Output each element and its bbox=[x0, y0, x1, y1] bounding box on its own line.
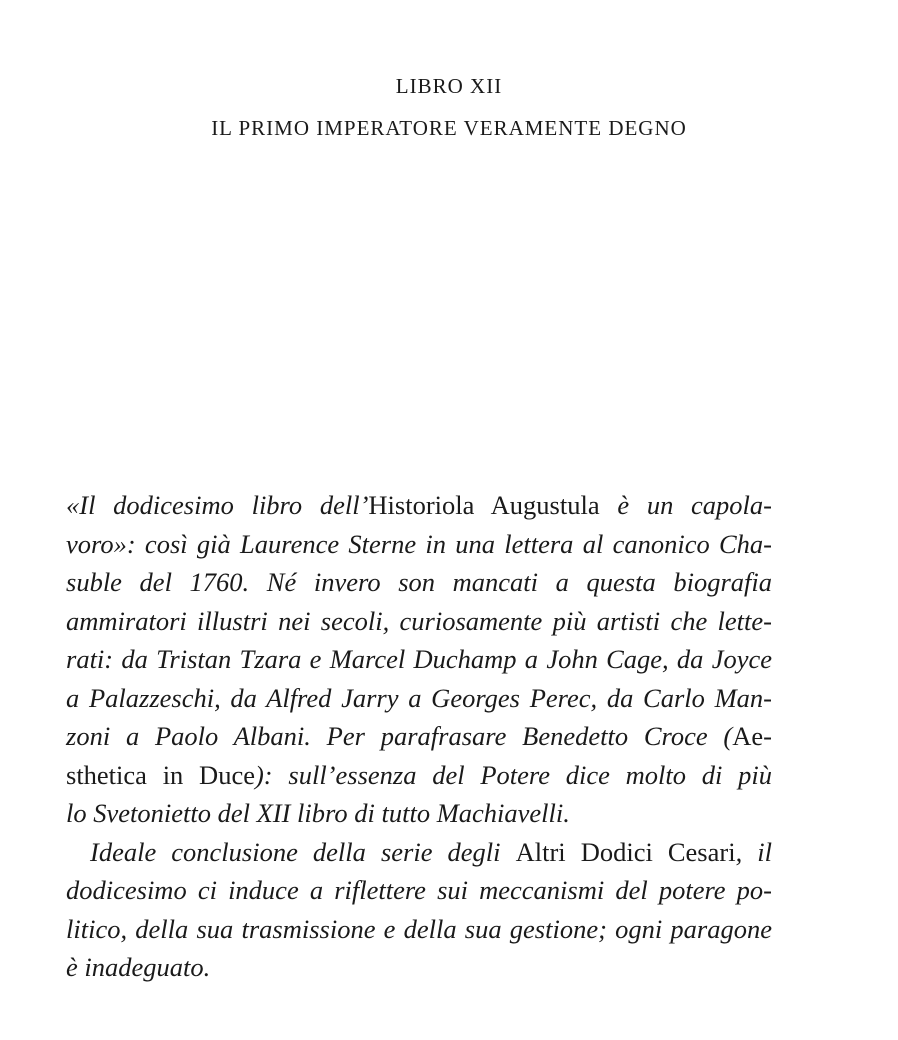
text-line bbox=[66, 640, 772, 679]
text-line bbox=[66, 679, 772, 718]
text-segment: dodicesimo ci induce a riflettere sui meccanismi del potere po- bbox=[66, 875, 772, 905]
text-segment: sthetica in Duce bbox=[66, 759, 255, 790]
text-segment: è inadeguato. bbox=[66, 952, 211, 982]
text-line bbox=[66, 756, 772, 795]
text-line bbox=[66, 525, 772, 564]
text-segment: Historiola Augustula bbox=[368, 490, 600, 520]
text-segment: rati: da Tristan Tzara e Marcel Duchamp a John Cage, da Joyce bbox=[66, 644, 772, 674]
text-line bbox=[66, 717, 772, 756]
text-segment: è un capola- bbox=[599, 490, 772, 520]
text-segment: Ideale conclusione della serie degli bbox=[90, 836, 516, 867]
text-line bbox=[66, 563, 772, 602]
text-segment: voro»: così già Laurence Sterne in una lettera al canonico Cha- bbox=[66, 528, 772, 559]
text-line bbox=[66, 486, 772, 525]
book-number-heading: LIBRO XII bbox=[395, 74, 503, 98]
body-text bbox=[66, 486, 772, 987]
text-line bbox=[66, 602, 772, 641]
text-line bbox=[66, 871, 772, 910]
text-segment: Ae- bbox=[732, 721, 772, 751]
text-segment: litico, della sua trasmissione e della sua gestione; ogni paragone bbox=[66, 913, 772, 944]
text-segment: a Palazzeschi, da Alfred Jarry a Georges Perec, da Carlo Man- bbox=[66, 682, 772, 713]
text-segment: suble del 1760. Né invero son mancati a questa biografia bbox=[66, 567, 772, 597]
text-segment: Altri Dodici Cesari bbox=[515, 836, 736, 867]
text-segment: , il bbox=[735, 836, 772, 867]
text-segment: zoni a Paolo Albani. Per parafrasare Benedetto Croce ( bbox=[66, 721, 733, 751]
text-segment: «Il dodicesimo libro dell’ bbox=[66, 490, 369, 520]
text-line bbox=[66, 910, 772, 949]
text-line bbox=[66, 948, 772, 987]
text-segment: ammiratori illustri nei secoli, curiosamente più artisti che lette- bbox=[66, 605, 772, 636]
text-segment: ): sull’essenza del Potere dice molto di più bbox=[254, 759, 772, 790]
text-segment: lo Svetonietto del XII libro di tutto Machiavelli. bbox=[66, 798, 570, 828]
chapter-title-heading: IL PRIMO IMPERATORE VERAMENTE DEGNO bbox=[211, 116, 687, 140]
text-line bbox=[66, 794, 772, 833]
text-line bbox=[66, 833, 772, 872]
